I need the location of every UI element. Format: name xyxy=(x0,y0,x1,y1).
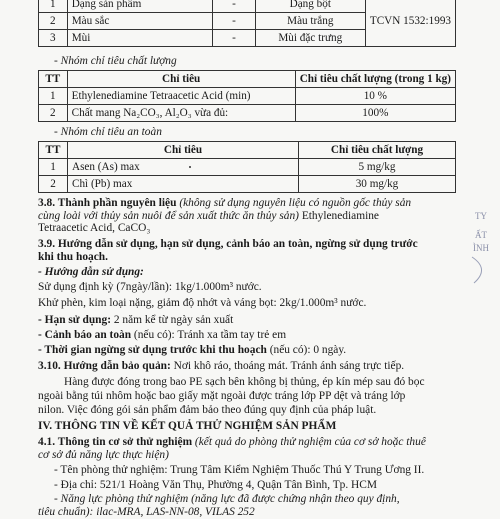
table-row: 1 Ethylenediamine Tetraacetic Acid (min) 10 % xyxy=(39,88,456,105)
standard-cell: TCVN 1532:1993 xyxy=(365,0,455,47)
safety-table xyxy=(38,141,456,193)
table-row: 2 Chì (Pb) max 30 mg/kg xyxy=(39,176,456,193)
section-3-8-line3: Tetraacetic Acid, CaCO₃ xyxy=(38,222,151,234)
withdrawal-line: - Thời gian ngừng sử dụng trước khi thu hoạch (nếu có): 0 ngày. xyxy=(38,344,347,356)
lab-capacity-line2: tiêu chuẩn): ilac-MRA, LAS-NN-08, VILAS 252 xyxy=(38,506,255,518)
storage-paragraph-line1: Hàng được đóng trong bao PE sạch bên không bị thủng, ép kín mép sau đó bọc xyxy=(64,376,425,388)
table-row: 1 Asen (As) max 5 mg/kg xyxy=(39,159,456,176)
section-4-1-line1: 4.1. Thông tin cơ sở thử nghiệm (kết quả do phòng thử nghiệm của cơ sở hoặc thuê xyxy=(38,436,426,448)
section-3-8-line1: 3.8. Thành phần nguyên liệu (không sử dụng nguyên liệu có nguồn gốc thủy sản xyxy=(38,197,412,209)
stamp-fragment: TY ẤT ÌNH xyxy=(473,211,489,253)
lab-name: - Tên phòng thử nghiệm: Trung Tâm Kiểm Nghiệm Thuốc Thú Y Trung Ương II. xyxy=(54,464,425,476)
expiry-line: - Hạn sử dụng: 2 năm kể từ ngày sản xuất xyxy=(38,314,234,326)
table-row: 1 Dạng sản phẩm - Dạng bột TCVN 1532:1993 xyxy=(39,0,456,13)
usage-line1: Sử dụng định kỳ (7ngày/lần): 1kg/1.000m³ nước. xyxy=(38,281,262,293)
safety-group-label: - Nhóm chỉ tiêu an toàn xyxy=(54,126,162,138)
storage-paragraph-line2: ngoài bằng túi nhôm hoặc bao giấy mặt ngoài được tráng lớp PP dệt và tráng lớp xyxy=(38,390,406,402)
quality-table xyxy=(38,70,456,122)
usage-heading: - Hướng dẫn sử dụng: xyxy=(38,266,144,278)
table-row: 2 Chất mang Na₂CO₃, Al₂O₃ vừa đủ: 100% xyxy=(39,105,456,122)
lab-address: - Địa chỉ: 521/1 Hoàng Văn Thụ, Phường 4, Quận Tân Bình, Tp. HCM xyxy=(54,479,377,491)
section-3-9-heading: 3.9. Hướng dẫn sử dụng, hạn sử dụng, cảnh báo an toàn, ngừng sử dụng trước xyxy=(38,238,418,250)
lab-capacity-line1: - Năng lực phòng thử nghiệm (năng lực đã được chứng nhận theo quy định, xyxy=(54,493,400,505)
table-row: 2 Màu sắc - Màu trắng xyxy=(39,13,456,30)
table-header-row: TT Chỉ tiêu Chỉ tiêu chất lượng xyxy=(39,142,456,159)
section-3-8-line2: cùng loài với thủy sản nuôi để sản xuất thức ăn thủy sản) Ethylenediamine xyxy=(38,210,379,222)
stamp-arc xyxy=(470,255,496,285)
section-iv-heading: IV. THÔNG TIN VỀ KẾT QUẢ THỬ NGHIỆM SẢN PHẨM xyxy=(38,420,337,432)
warning-line: - Cảnh báo an toàn (nếu có): Tránh xa tầm tay trẻ em xyxy=(38,329,287,341)
section-3-10: 3.10. Hướng dẫn bảo quản: Nơi khô ráo, thoáng mát. Tránh ánh sáng trực tiếp. xyxy=(38,360,405,372)
table-row: 3 Mùi - Mùi đặc trưng xyxy=(39,30,456,47)
usage-line2: Khử phèn, kim loại nặng, giảm độ nhớt và váng bọt: 2kg/1.000m³ nước. xyxy=(38,297,367,309)
table-header-row: TT Chỉ tiêu Chỉ tiêu chất lượng (trong 1 kg) xyxy=(39,71,456,88)
section-4-1-line2: cơ sở đủ năng lực thực hiện) xyxy=(38,449,169,461)
ink-speck xyxy=(189,166,191,168)
section-3-9-heading-cont: khi thu hoạch. xyxy=(38,251,108,263)
appearance-table xyxy=(38,0,456,47)
storage-paragraph-line3: nilon. Việc đóng gói sản phẩm đảm bảo theo đúng quy định của pháp luật. xyxy=(38,404,377,416)
quality-group-label: - Nhóm chỉ tiêu chất lượng xyxy=(54,55,177,67)
